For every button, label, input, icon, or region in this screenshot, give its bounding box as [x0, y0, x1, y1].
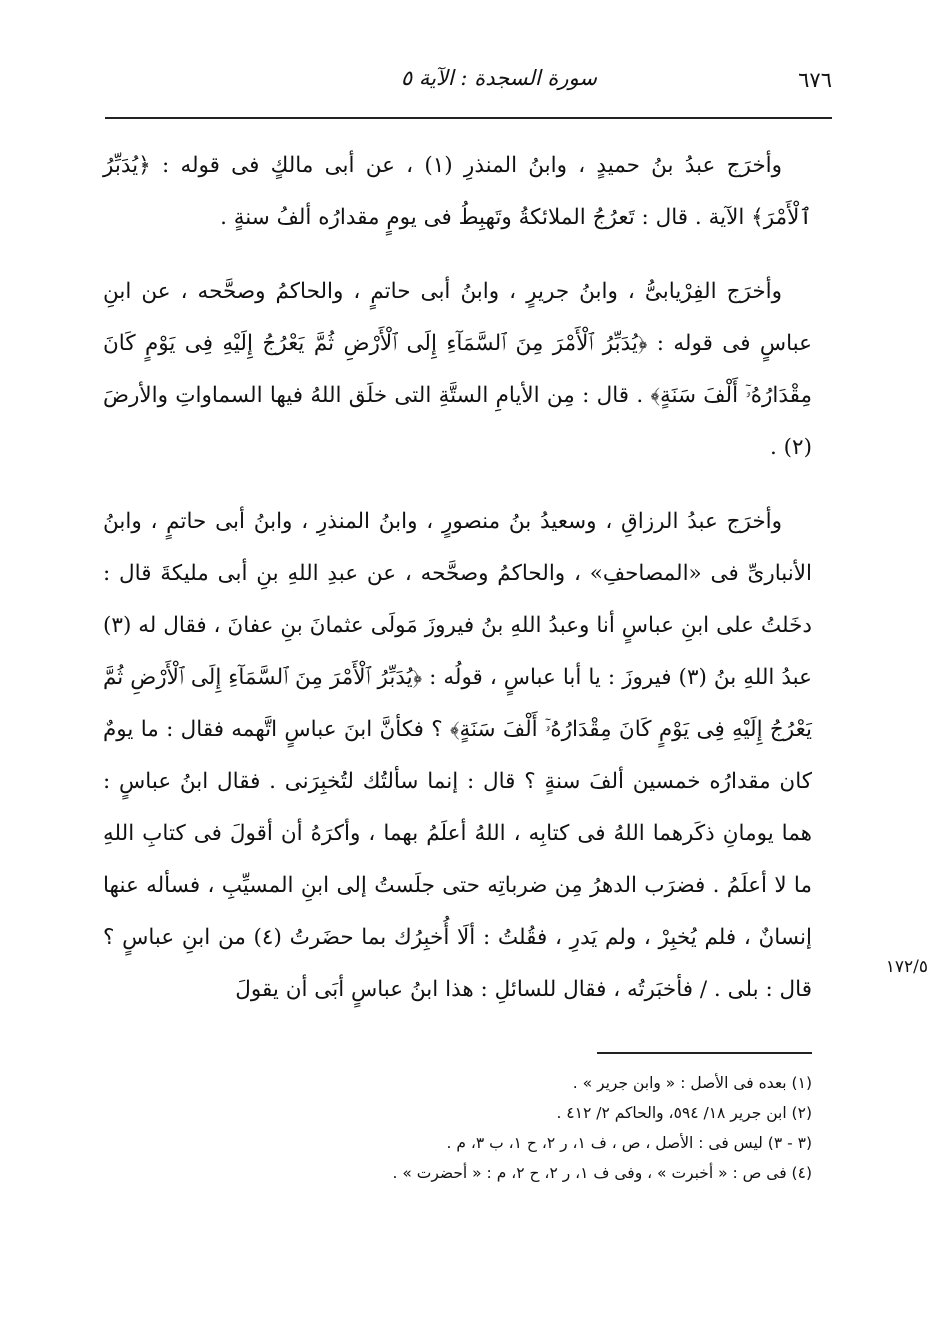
paragraph-2: وأخرَج الفِرْيابىُّ ، وابنُ جريرٍ ، وابنُ أبى حاتمٍ ، والحاكمُ وصحَّحه ، عن ابنِ عباسٍ فى قوله : ﴿يُدَبِّرُ ٱلْأَمْرَ مِنَ ٱلسَّمَآءِ إِلَى ٱلْأَرْضِ ثُمَّ يَعْرُجُ إِلَيْهِ فِى يَوْمٍ كَانَ مِقْدَارُهُۥٓ أَلْفَ سَنَةٍ﴾ . قال : مِن الأيامِ الستَّةِ التى خلَق اللهُ فيها السماواتِ والأرضَ (٢) .	[103, 279, 812, 460]
running-title: سورة السجدة : الآية ٥	[400, 66, 597, 90]
footnote-2: (٢) ابن جرير ١٨/ ٥٩٤، والحاكم ٢/ ٤١٢ .	[556, 1104, 812, 1122]
page-number: ٦٧٦	[798, 68, 832, 92]
footnote-4: (٤) فى ص : « أخبرت » ، وفى ف ١، ر ٢، ح ٢، م : « أحضرت » .	[392, 1164, 812, 1182]
footnote-3: (٣ - ٣) ليس فى : الأصل ، ص ، ف ١، ر ٢، ح ١، ب ٣، م .	[446, 1134, 812, 1152]
page-header	[105, 60, 832, 100]
header-rule	[105, 117, 832, 119]
main-text	[103, 140, 812, 1038]
footnote-1: (١) بعده فى الأصل : « وابن جرير » .	[572, 1074, 812, 1092]
footnote-rule	[597, 1052, 812, 1054]
paragraph-3: وأخرَج عبدُ الرزاقِ ، وسعيدُ بنُ منصورٍ ، وابنُ المنذرِ ، وابنُ أبى حاتمٍ ، وابنُ الأنبارىِّ فى «المصاحفِ» ، والحاكمُ وصحَّحه ، عن عبدِ اللهِ بنِ أبى مليكةَ قال : دخَلتُ على ابنِ عباسٍ أنا وعبدُ اللهِ بنُ فيروزَ مَولَى عثمانَ بنِ عفانَ ، فقال له (٣) عبدُ اللهِ بنُ (٣) فيروزَ : يا أبا عباسٍ ، قولُه : ﴿يُدَبِّرُ ٱلْأَمْرَ مِنَ ٱلسَّمَآءِ إِلَى ٱلْأَرْضِ ثُمَّ يَعْرُجُ إِلَيْهِ فِى يَوْمٍ كَانَ مِقْدَارُهُۥٓ أَلْفَ سَنَةٍ﴾ ؟ فكأنَّ ابنَ عباسٍ اتَّهمه فقال : ما يومٌ كان مقدارُه خمسين ألفَ سنةٍ ؟ قال : إنما سألتُك لتُخبِرَنى . فقال ابنُ عباسٍ : هما يومانِ ذكَرهما اللهُ فى كتابِه ، اللهُ أعلَمُ بهما ، وأكرَهُ أن أقولَ فى كتابِ اللهِ ما لا أعلَمُ . فضرَب الدهرُ مِن ضرباتِه حتى جلَستُ إلى ابنِ المسيِّبِ ، فسأله عنها إنسانٌ ، فلم يُخبِرْ ، ولم يَدرِ ، فقُلتُ : ألَا أُخبِرُك بما حضَرتُ (٤) من ابنِ عباسٍ ؟ قال : بلى . / فأخبَرتُه ، فقال للسائلِ : هذا ابنُ عباسٍ أبَى أن يقولَ	[103, 509, 813, 1002]
footnotes	[260, 1068, 812, 1188]
marginal-volume-page-reference: ١٧٢/٥	[885, 957, 928, 977]
paragraph-1: وأخرَج عبدُ بنُ حميدٍ ، وابنُ المنذرِ (١) ، عن أبى مالكٍ فى قوله : ﴿يُدَبِّرُ ٱلْأَمْرَ﴾ الآية . قال : تَعرُجُ الملائكةُ وتَهبِطُ فى يومٍ مقدارُه ألفُ سنةٍ .	[103, 153, 812, 230]
